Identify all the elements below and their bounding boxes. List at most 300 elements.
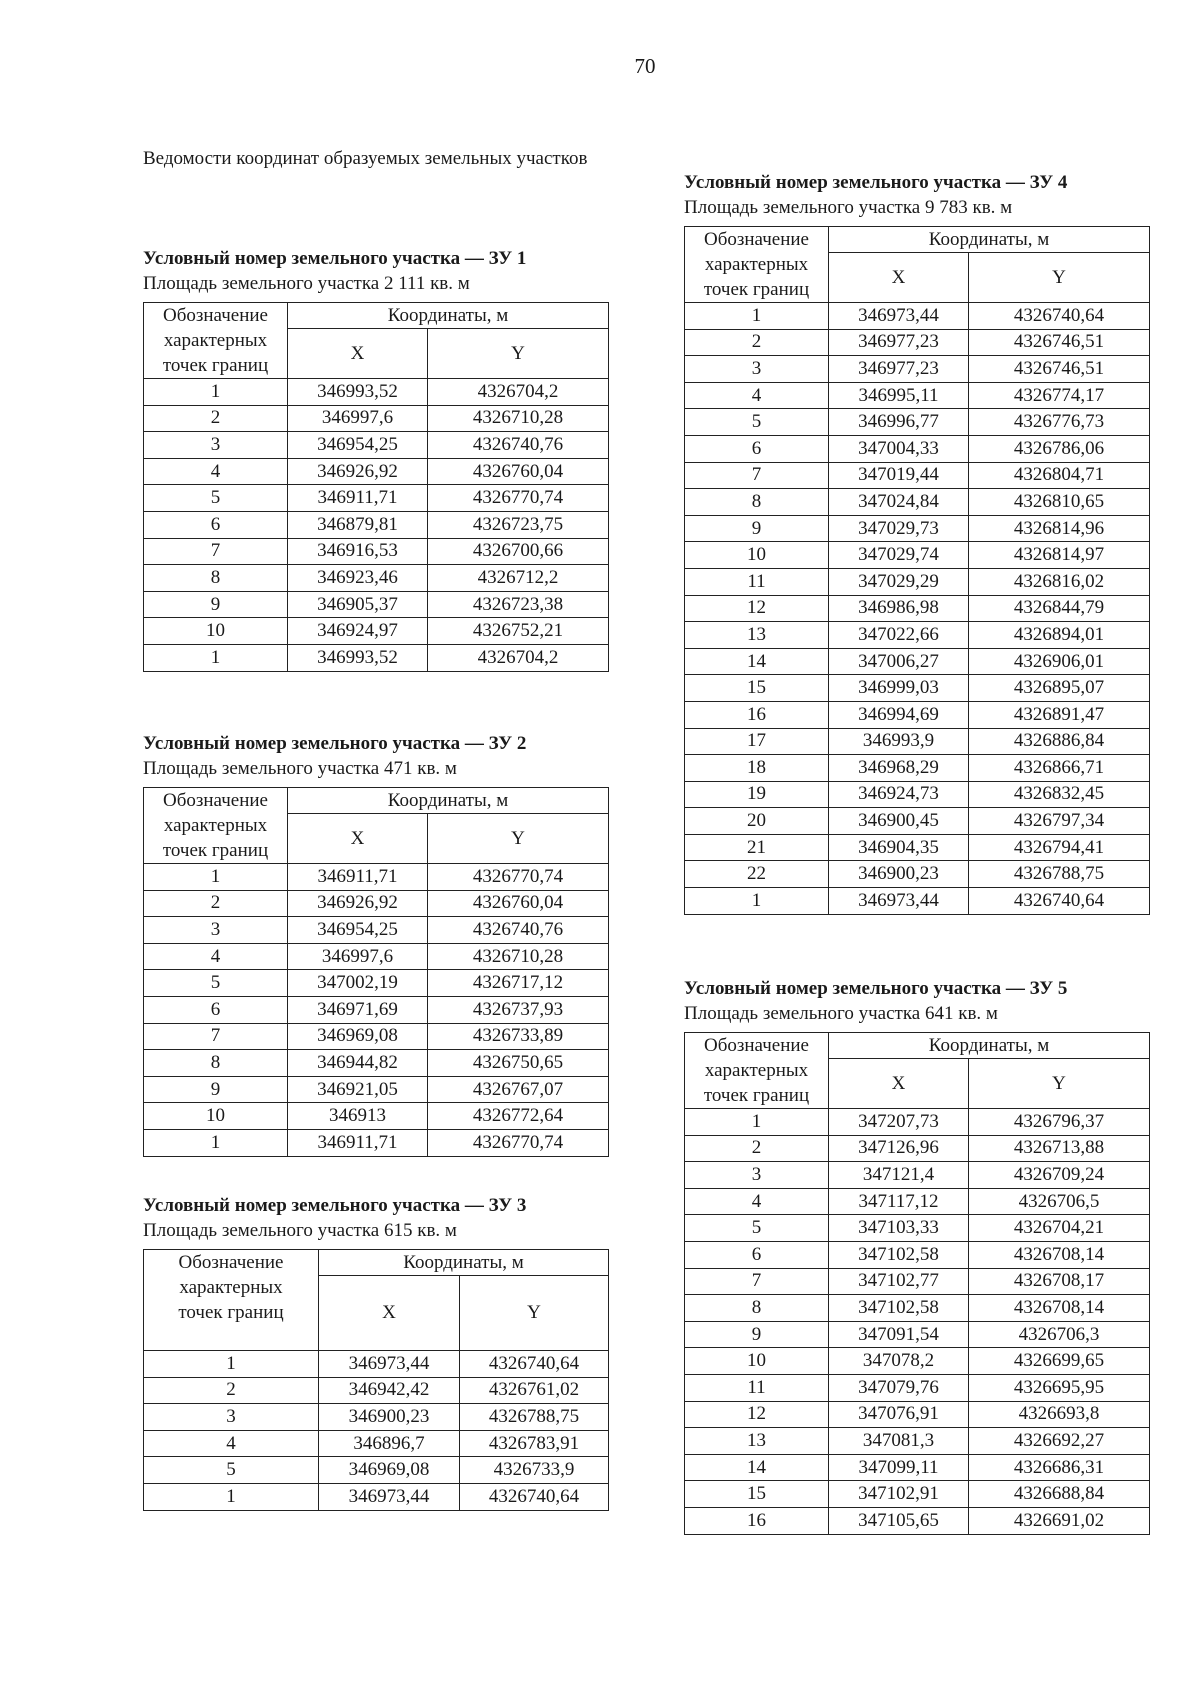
x-coordinate-cell: 346973,44 (829, 888, 969, 915)
x-coordinate-cell: 347029,29 (829, 568, 969, 595)
table-row (685, 489, 1150, 516)
y-coordinate-cell: 4326693,8 (969, 1401, 1150, 1428)
x-coordinate-cell: 347029,73 (829, 515, 969, 542)
y-coordinate-cell: 4326713,88 (969, 1135, 1150, 1162)
y-coordinate-cell: 4326692,27 (969, 1428, 1150, 1455)
section-area: Площадь земельного участка 615 кв. м (143, 1220, 457, 1241)
table-row (144, 917, 609, 944)
y-coordinate-cell: 4326737,93 (428, 996, 609, 1023)
coordinates-column-header: Координаты, м (319, 1250, 609, 1276)
x-coordinate-cell: 346926,92 (288, 458, 428, 485)
points-column-header: Обозначение характерных точек границ (685, 1033, 829, 1109)
y-coordinate-cell: 4326767,07 (428, 1076, 609, 1103)
table-header-row (144, 788, 609, 814)
x-coordinate-cell: 347102,58 (829, 1295, 969, 1322)
x-coordinate-cell: 347126,96 (829, 1135, 969, 1162)
section-heading: Условный номер земельного участка — ЗУ 1 (143, 248, 527, 269)
x-coordinate-cell: 346993,52 (288, 379, 428, 406)
point-number-cell: 4 (144, 1430, 319, 1457)
x-coordinate-cell: 346879,81 (288, 511, 428, 538)
x-coordinate-cell: 346900,23 (319, 1404, 460, 1431)
x-coordinate-cell: 347102,91 (829, 1481, 969, 1508)
y-coordinate-cell: 4326786,06 (969, 435, 1150, 462)
table-row (144, 379, 609, 406)
x-coordinate-cell: 346969,08 (319, 1457, 460, 1484)
table-row (685, 1162, 1150, 1189)
point-number-cell: 6 (144, 511, 288, 538)
table-row (685, 648, 1150, 675)
table-row (685, 1215, 1150, 1242)
points-column-header: Обозначение характерных точек границ (144, 303, 288, 379)
table-row (144, 970, 609, 997)
coordinates-table (143, 302, 609, 672)
y-coordinate-cell: 4326733,9 (460, 1457, 609, 1484)
x-coordinate-cell: 347081,3 (829, 1428, 969, 1455)
x-column-header: X (829, 253, 969, 303)
y-column-header: Y (460, 1276, 609, 1351)
y-coordinate-cell: 4326740,64 (460, 1351, 609, 1378)
x-coordinate-cell: 347207,73 (829, 1109, 969, 1136)
point-number-cell: 11 (685, 1374, 829, 1401)
x-coordinate-cell: 346924,97 (288, 618, 428, 645)
table-row (144, 943, 609, 970)
point-number-cell: 21 (685, 834, 829, 861)
point-number-cell: 7 (144, 538, 288, 565)
y-coordinate-cell: 4326740,64 (969, 303, 1150, 330)
y-coordinate-cell: 4326723,38 (428, 591, 609, 618)
point-number-cell: 1 (144, 1129, 288, 1156)
point-number-cell: 7 (685, 462, 829, 489)
point-number-cell: 15 (685, 675, 829, 702)
y-coordinate-cell: 4326691,02 (969, 1507, 1150, 1534)
table-row (144, 511, 609, 538)
x-column-header: X (319, 1276, 460, 1351)
table-header-row (144, 303, 609, 329)
point-number-cell: 1 (685, 303, 829, 330)
point-number-cell: 1 (144, 644, 288, 671)
x-coordinate-cell: 347019,44 (829, 462, 969, 489)
y-coordinate-cell: 4326746,51 (969, 329, 1150, 356)
points-column-header: Обозначение характерных точек границ (685, 227, 829, 303)
y-coordinate-cell: 4326750,65 (428, 1050, 609, 1077)
land-plot-section (143, 1193, 609, 1511)
point-number-cell: 4 (144, 943, 288, 970)
coordinates-table (684, 226, 1150, 915)
y-coordinate-cell: 4326796,37 (969, 1109, 1150, 1136)
x-coordinate-cell: 346986,98 (829, 595, 969, 622)
point-number-cell: 2 (685, 1135, 829, 1162)
y-coordinate-cell: 4326686,31 (969, 1454, 1150, 1481)
table-row (144, 591, 609, 618)
table-row (685, 781, 1150, 808)
y-coordinate-cell: 4326704,2 (428, 644, 609, 671)
table-row (144, 890, 609, 917)
table-row (685, 515, 1150, 542)
table-row (685, 1135, 1150, 1162)
x-coordinate-cell: 347004,33 (829, 435, 969, 462)
x-coordinate-cell: 347029,74 (829, 542, 969, 569)
table-row (685, 1295, 1150, 1322)
x-coordinate-cell: 346973,44 (319, 1483, 460, 1510)
point-number-cell: 1 (685, 1109, 829, 1136)
table-row (685, 568, 1150, 595)
x-coordinate-cell: 346993,9 (829, 728, 969, 755)
x-coordinate-cell: 346993,52 (288, 644, 428, 671)
table-row (685, 1348, 1150, 1375)
x-coordinate-cell: 347099,11 (829, 1454, 969, 1481)
x-coordinate-cell: 347079,76 (829, 1374, 969, 1401)
point-number-cell: 8 (685, 489, 829, 516)
y-coordinate-cell: 4326712,2 (428, 565, 609, 592)
y-coordinate-cell: 4326816,02 (969, 568, 1150, 595)
x-coordinate-cell: 346924,73 (829, 781, 969, 808)
table-header-row (144, 1250, 609, 1276)
x-coordinate-cell: 347102,77 (829, 1268, 969, 1295)
page-number: 70 (634, 54, 656, 78)
section-heading: Условный номер земельного участка — ЗУ 5 (684, 978, 1068, 999)
y-coordinate-cell: 4326733,89 (428, 1023, 609, 1050)
point-number-cell: 11 (685, 568, 829, 595)
point-number-cell: 2 (685, 329, 829, 356)
y-coordinate-cell: 4326866,71 (969, 755, 1150, 782)
table-row (685, 329, 1150, 356)
x-coordinate-cell: 346905,37 (288, 591, 428, 618)
x-coordinate-cell: 346926,92 (288, 890, 428, 917)
y-coordinate-cell: 4326804,71 (969, 462, 1150, 489)
point-number-cell: 17 (685, 728, 829, 755)
point-number-cell: 8 (144, 565, 288, 592)
coordinates-table (143, 1249, 609, 1511)
y-coordinate-cell: 4326895,07 (969, 675, 1150, 702)
x-coordinate-cell: 346995,11 (829, 382, 969, 409)
table-row (685, 1268, 1150, 1295)
points-column-header: Обозначение характерных точек границ (144, 788, 288, 864)
point-number-cell: 1 (144, 864, 288, 891)
table-row (685, 1428, 1150, 1455)
point-number-cell: 3 (685, 356, 829, 383)
coordinates-column-header: Координаты, м (288, 303, 609, 329)
point-number-cell: 10 (144, 618, 288, 645)
x-coordinate-cell: 346973,44 (319, 1351, 460, 1378)
x-coordinate-cell: 346896,7 (319, 1430, 460, 1457)
point-number-cell: 5 (144, 1457, 319, 1484)
y-coordinate-cell: 4326740,64 (969, 888, 1150, 915)
table-row (144, 1430, 609, 1457)
table-row (144, 1404, 609, 1431)
x-coordinate-cell: 346994,69 (829, 701, 969, 728)
x-coordinate-cell: 347076,91 (829, 1401, 969, 1428)
x-coordinate-cell: 346969,08 (288, 1023, 428, 1050)
point-number-cell: 20 (685, 808, 829, 835)
point-number-cell: 2 (144, 890, 288, 917)
x-coordinate-cell: 346911,71 (288, 864, 428, 891)
point-number-cell: 2 (144, 1377, 319, 1404)
y-coordinate-cell: 4326770,74 (428, 1129, 609, 1156)
coordinates-table (684, 1032, 1150, 1535)
point-number-cell: 15 (685, 1481, 829, 1508)
point-number-cell: 13 (685, 622, 829, 649)
point-number-cell: 5 (685, 1215, 829, 1242)
table-row (685, 1241, 1150, 1268)
x-coordinate-cell: 346977,23 (829, 356, 969, 383)
x-coordinate-cell: 346916,53 (288, 538, 428, 565)
point-number-cell: 2 (144, 405, 288, 432)
coordinates-table (143, 787, 609, 1157)
x-coordinate-cell: 347002,19 (288, 970, 428, 997)
point-number-cell: 10 (144, 1103, 288, 1130)
point-number-cell: 14 (685, 648, 829, 675)
x-coordinate-cell: 346904,35 (829, 834, 969, 861)
point-number-cell: 12 (685, 595, 829, 622)
point-number-cell: 18 (685, 755, 829, 782)
table-row (685, 861, 1150, 888)
coordinates-column-header: Координаты, м (288, 788, 609, 814)
table-row (144, 864, 609, 891)
point-number-cell: 9 (685, 515, 829, 542)
point-number-cell: 8 (685, 1295, 829, 1322)
table-row (144, 565, 609, 592)
x-coordinate-cell: 347091,54 (829, 1321, 969, 1348)
y-coordinate-cell: 4326704,2 (428, 379, 609, 406)
point-number-cell: 4 (685, 382, 829, 409)
table-row (685, 303, 1150, 330)
table-row (685, 755, 1150, 782)
table-row (685, 1507, 1150, 1534)
x-coordinate-cell: 346996,77 (829, 409, 969, 436)
table-row (144, 405, 609, 432)
y-column-header: Y (428, 329, 609, 379)
y-coordinate-cell: 4326752,21 (428, 618, 609, 645)
y-coordinate-cell: 4326761,02 (460, 1377, 609, 1404)
table-row (685, 1401, 1150, 1428)
x-coordinate-cell: 346921,05 (288, 1076, 428, 1103)
x-coordinate-cell: 347024,84 (829, 489, 969, 516)
point-number-cell: 5 (685, 409, 829, 436)
table-row (685, 382, 1150, 409)
point-number-cell: 5 (144, 485, 288, 512)
table-row (144, 618, 609, 645)
table-row (144, 1457, 609, 1484)
x-coordinate-cell: 347102,58 (829, 1241, 969, 1268)
point-number-cell: 19 (685, 781, 829, 808)
y-coordinate-cell: 4326708,14 (969, 1295, 1150, 1322)
x-coordinate-cell: 346973,44 (829, 303, 969, 330)
land-plot-section (143, 246, 609, 672)
x-coordinate-cell: 346911,71 (288, 485, 428, 512)
y-coordinate-cell: 4326709,24 (969, 1162, 1150, 1189)
y-column-header: Y (428, 814, 609, 864)
y-coordinate-cell: 4326776,73 (969, 409, 1150, 436)
table-row (685, 728, 1150, 755)
y-coordinate-cell: 4326760,04 (428, 890, 609, 917)
point-number-cell: 22 (685, 861, 829, 888)
table-row (144, 1076, 609, 1103)
y-coordinate-cell: 4326894,01 (969, 622, 1150, 649)
table-row (144, 996, 609, 1023)
land-plot-section (143, 731, 609, 1157)
table-row (144, 1351, 609, 1378)
table-row (144, 1023, 609, 1050)
x-coordinate-cell: 346968,29 (829, 755, 969, 782)
table-row (144, 432, 609, 459)
x-coordinate-cell: 347078,2 (829, 1348, 969, 1375)
table-row (685, 1188, 1150, 1215)
table-row (685, 1481, 1150, 1508)
point-number-cell: 3 (144, 432, 288, 459)
points-column-header: Обозначение характерных точек границ (144, 1250, 319, 1351)
land-plot-section (684, 170, 1150, 915)
x-coordinate-cell: 347103,33 (829, 1215, 969, 1242)
point-number-cell: 16 (685, 701, 829, 728)
point-number-cell: 9 (144, 591, 288, 618)
table-row (144, 538, 609, 565)
point-number-cell: 13 (685, 1428, 829, 1455)
x-coordinate-cell: 346997,6 (288, 943, 428, 970)
point-number-cell: 1 (144, 379, 288, 406)
y-coordinate-cell: 4326746,51 (969, 356, 1150, 383)
table-row (685, 595, 1150, 622)
x-coordinate-cell: 346977,23 (829, 329, 969, 356)
point-number-cell: 12 (685, 1401, 829, 1428)
point-number-cell: 16 (685, 1507, 829, 1534)
y-coordinate-cell: 4326688,84 (969, 1481, 1150, 1508)
table-row (685, 808, 1150, 835)
y-coordinate-cell: 4326760,04 (428, 458, 609, 485)
table-row (144, 644, 609, 671)
coordinates-column-header: Координаты, м (829, 227, 1150, 253)
table-row (144, 458, 609, 485)
x-column-header: X (829, 1059, 969, 1109)
point-number-cell: 8 (144, 1050, 288, 1077)
x-coordinate-cell: 347006,27 (829, 648, 969, 675)
y-coordinate-cell: 4326844,79 (969, 595, 1150, 622)
table-row (144, 1129, 609, 1156)
y-coordinate-cell: 4326695,95 (969, 1374, 1150, 1401)
y-coordinate-cell: 4326891,47 (969, 701, 1150, 728)
table-row (685, 356, 1150, 383)
point-number-cell: 1 (685, 888, 829, 915)
y-coordinate-cell: 4326810,65 (969, 489, 1150, 516)
point-number-cell: 10 (685, 1348, 829, 1375)
land-plot-section (684, 976, 1150, 1535)
point-number-cell: 6 (685, 435, 829, 462)
point-number-cell: 9 (144, 1076, 288, 1103)
point-number-cell: 4 (685, 1188, 829, 1215)
x-coordinate-cell: 346999,03 (829, 675, 969, 702)
y-column-header: Y (969, 1059, 1150, 1109)
y-coordinate-cell: 4326772,64 (428, 1103, 609, 1130)
table-row (144, 1103, 609, 1130)
table-row (685, 1109, 1150, 1136)
point-number-cell: 3 (685, 1162, 829, 1189)
y-coordinate-cell: 4326740,76 (428, 917, 609, 944)
x-coordinate-cell: 346954,25 (288, 432, 428, 459)
x-coordinate-cell: 347117,12 (829, 1188, 969, 1215)
y-coordinate-cell: 4326740,76 (428, 432, 609, 459)
y-coordinate-cell: 4326706,5 (969, 1188, 1150, 1215)
y-coordinate-cell: 4326814,96 (969, 515, 1150, 542)
point-number-cell: 3 (144, 917, 288, 944)
table-row (685, 834, 1150, 861)
point-number-cell: 9 (685, 1321, 829, 1348)
table-row (685, 462, 1150, 489)
y-coordinate-cell: 4326740,64 (460, 1483, 609, 1510)
section-area: Площадь земельного участка 641 кв. м (684, 1003, 998, 1024)
y-coordinate-cell: 4326797,34 (969, 808, 1150, 835)
y-coordinate-cell: 4326814,97 (969, 542, 1150, 569)
y-coordinate-cell: 4326783,91 (460, 1430, 609, 1457)
x-coordinate-cell: 346971,69 (288, 996, 428, 1023)
x-coordinate-cell: 346942,42 (319, 1377, 460, 1404)
x-column-header: X (288, 329, 428, 379)
y-coordinate-cell: 4326706,3 (969, 1321, 1150, 1348)
table-row (144, 485, 609, 512)
section-heading: Условный номер земельного участка — ЗУ 4 (684, 172, 1068, 193)
table-header-row (685, 227, 1150, 253)
table-row (685, 409, 1150, 436)
x-coordinate-cell: 347105,65 (829, 1507, 969, 1534)
x-coordinate-cell: 346997,6 (288, 405, 428, 432)
point-number-cell: 3 (144, 1404, 319, 1431)
point-number-cell: 1 (144, 1483, 319, 1510)
table-row (685, 675, 1150, 702)
table-row (144, 1050, 609, 1077)
table-row (685, 1454, 1150, 1481)
section-heading: Условный номер земельного участка — ЗУ 2 (143, 733, 527, 754)
point-number-cell: 10 (685, 542, 829, 569)
y-coordinate-cell: 4326704,21 (969, 1215, 1150, 1242)
x-coordinate-cell: 347121,4 (829, 1162, 969, 1189)
table-row (685, 622, 1150, 649)
document-title: Ведомости координат образуемых земельных участков (143, 148, 588, 169)
y-coordinate-cell: 4326708,17 (969, 1268, 1150, 1295)
point-number-cell: 6 (144, 996, 288, 1023)
x-coordinate-cell: 346923,46 (288, 565, 428, 592)
y-coordinate-cell: 4326717,12 (428, 970, 609, 997)
y-coordinate-cell: 4326788,75 (460, 1404, 609, 1431)
section-area: Площадь земельного участка 471 кв. м (143, 758, 457, 779)
table-row (685, 701, 1150, 728)
point-number-cell: 7 (144, 1023, 288, 1050)
x-coordinate-cell: 346900,23 (829, 861, 969, 888)
y-coordinate-cell: 4326906,01 (969, 648, 1150, 675)
y-coordinate-cell: 4326710,28 (428, 943, 609, 970)
section-area: Площадь земельного участка 2 111 кв. м (143, 273, 470, 294)
point-number-cell: 4 (144, 458, 288, 485)
table-row (144, 1377, 609, 1404)
table-row (685, 542, 1150, 569)
point-number-cell: 14 (685, 1454, 829, 1481)
table-row (144, 1483, 609, 1510)
y-coordinate-cell: 4326770,74 (428, 485, 609, 512)
y-coordinate-cell: 4326710,28 (428, 405, 609, 432)
y-coordinate-cell: 4326770,74 (428, 864, 609, 891)
coordinates-column-header: Координаты, м (829, 1033, 1150, 1059)
y-coordinate-cell: 4326832,45 (969, 781, 1150, 808)
point-number-cell: 6 (685, 1241, 829, 1268)
point-number-cell: 7 (685, 1268, 829, 1295)
y-coordinate-cell: 4326708,14 (969, 1241, 1150, 1268)
y-column-header: Y (969, 253, 1150, 303)
table-row (685, 1321, 1150, 1348)
x-coordinate-cell: 346954,25 (288, 917, 428, 944)
x-column-header: X (288, 814, 428, 864)
x-coordinate-cell: 346944,82 (288, 1050, 428, 1077)
y-coordinate-cell: 4326886,84 (969, 728, 1150, 755)
table-row (685, 888, 1150, 915)
point-number-cell: 1 (144, 1351, 319, 1378)
x-coordinate-cell: 346900,45 (829, 808, 969, 835)
